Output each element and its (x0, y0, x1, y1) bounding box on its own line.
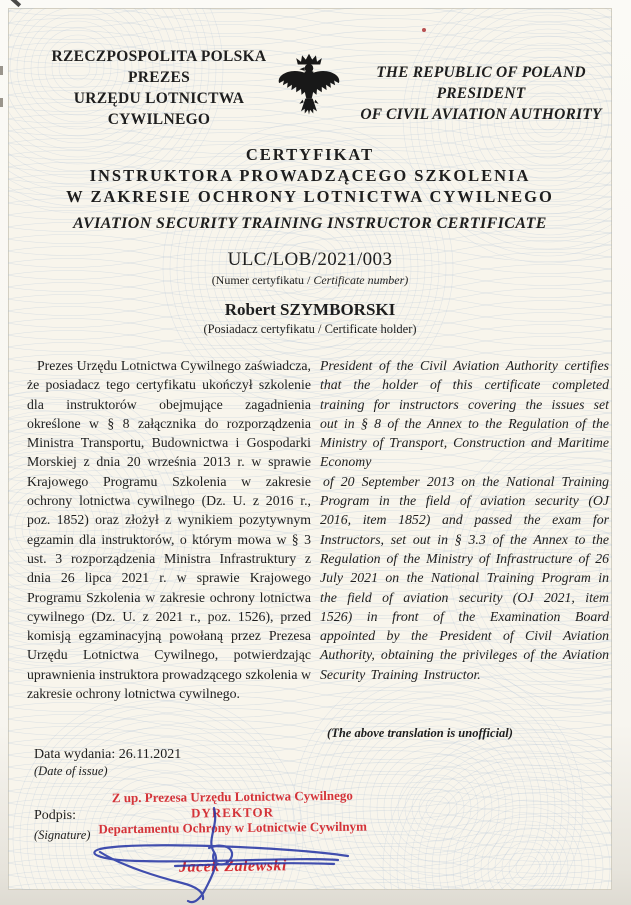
signature-label: Podpis: (34, 808, 77, 823)
title-pl-line: INSTRUKTORA PROWADZĄCEGO SZKOLENIA (89, 166, 531, 185)
body-english-paragraph-1: President of the Civil Aviation Authority certifies that the holder of this certificate completed training for instructors covering the issues set out in § 8 of the Annex to the Regulation of the Ministry of Transport, Construction and Maritime Economy (320, 358, 609, 470)
caption-pl: (Numer certyfikatu / (211, 273, 314, 287)
signer-name-stamp: Jacek Zalewski (178, 857, 288, 876)
certificate-holder-name: Robert SZYMBORSKI (224, 300, 396, 319)
scan-artifact-corner-mark (6, 0, 21, 7)
authority-pl-line: RZECZPOSPOLITA POLSKA (51, 48, 267, 65)
authority-pl-line: CYWILNEGO (107, 111, 211, 128)
title-pl-line: CERTYFIKAT (245, 145, 375, 164)
title-pl-line: W ZAKRESIE OCHRONY LOTNICTWA CYWILNEGO (66, 187, 554, 206)
authority-en-line: THE REPUBLIC OF POLAND (376, 64, 586, 81)
polish-eagle-emblem-icon (277, 50, 341, 128)
authority-pl-line: URZĘDU LOTNICTWA (73, 90, 245, 107)
authority-en-line: OF CIVIL AVIATION AUTHORITY (360, 106, 602, 123)
issuing-authority-english (352, 62, 610, 125)
certificate-number-caption (8, 273, 612, 288)
certificate-holder-caption: (Posiadacz certyfikatu / Certificate holder) (203, 322, 417, 336)
scan-edge-speck (0, 66, 3, 75)
issuing-authority-polish (28, 46, 290, 130)
certificate-number: ULC/LOB/2021/003 (227, 249, 393, 270)
red-ink-speck (422, 28, 426, 32)
issue-date: Data wydania: 26.11.2021 (34, 747, 182, 762)
certificate-title-polish (8, 144, 612, 207)
stamp-line-department: Departamentu Ochrony w Lotnictwie Cywilnym (98, 818, 367, 837)
signature-caption: (Signature) (34, 828, 91, 842)
body-text-polish: Prezes Urzędu Lotnictwa Cywilnego zaświadcza, że posiadacz tego certyfikatu ukończył szkolenie dla instruktorów obejmujące zagadnienia określone w § 8 załącznika do rozporządzenia Ministra Transportu, Budownictwa i Gospodarki Morskiej z dnia 20 września 2013 r. w sprawie Krajowego Programu Szkolenia w zakresie ochrony lotnictwa cywilnego (Dz. U. z 2016 r., poz. 1852) oraz złożył z wynikiem pozytywnym egzamin dla instruktorów, o którym mowa w § 3 ust. 3 rozporządzenia Ministra Infrastruktury z dnia 26 lipca 2021 r. w sprawie Krajowego Programu Szkolenia w zakresie ochrony lotnictwa cywilnego (Dz. U. z 2021 r., poz. 1526), przed komisją egzaminacyjną powołaną przez Prezesa Urzędu Lotnictwa Cywilnego, potwierdzając uprawnienia instruktora prowadzącego szkolenia w zakresie ochrony lotnictwa cywilnego. (27, 358, 311, 702)
issue-date-caption: (Date of issue) (34, 764, 108, 778)
certificate-title-english: AVIATION SECURITY TRAINING INSTRUCTOR CERTIFICATE (73, 215, 547, 232)
body-text-english (320, 356, 609, 684)
body-english-paragraph-2: of 20 September 2013 on the National Training Program in the field of aviation security (OJ 2016, item 1852) and passed the exam for Instructors, set out in § 3.3 of the Annex to the Regulation of the Ministry of Infrastructure of 26 July 2021 on the National Training Program in the field of aviation security (OJ 2021, item 1526) in front of the Examination Board appointed by the President of Civil Aviation Authority, obtaining the privileges of the Aviation Security Training Instructor. (320, 473, 609, 682)
authority-pl-line: PREZES (127, 69, 191, 86)
stamp-line-director-title: DYREKTOR (190, 804, 275, 820)
translation-disclaimer: (The above translation is unofficial) (327, 726, 513, 740)
stamp-line-authorization: Z up. Prezesa Urzędu Lotnictwa Cywilnego (111, 787, 353, 806)
caption-en: Certificate number) (313, 273, 409, 287)
scan-edge-speck (0, 98, 3, 107)
official-red-stamp (90, 788, 375, 837)
authority-en-line: PRESIDENT (436, 85, 526, 102)
